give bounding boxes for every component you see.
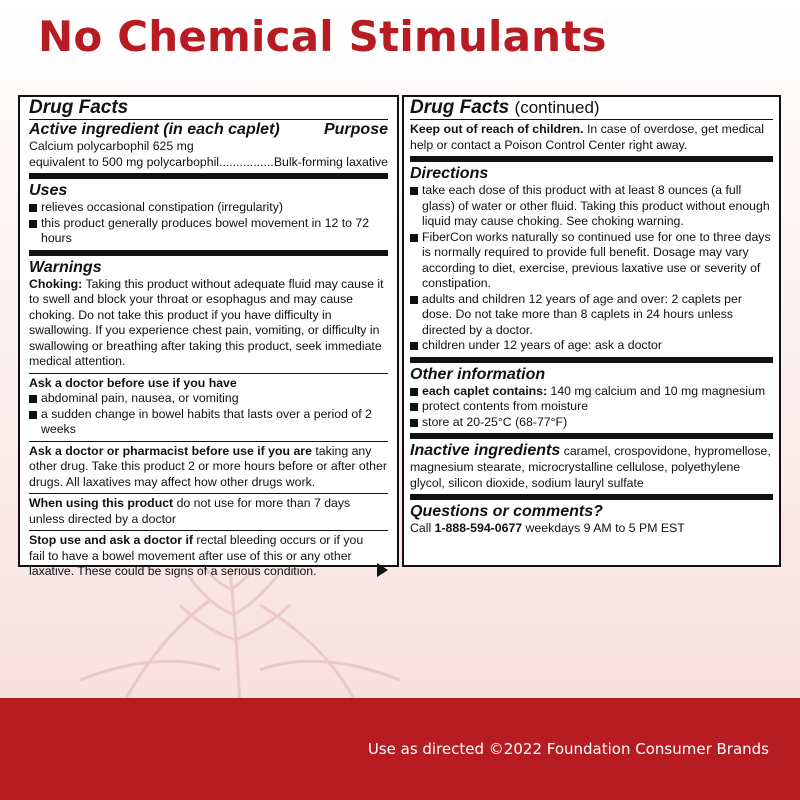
- ask-doctor-section: [29, 374, 388, 442]
- stop-use-label: Stop use and ask a doctor if: [29, 533, 193, 547]
- warnings-title: Warnings: [29, 258, 102, 276]
- drug-facts-title-section: [29, 97, 388, 120]
- inactive-ingredients-title: Inactive ingredients: [410, 442, 561, 459]
- inactive-ingredients-text: caramel, crospovidone, hypromellose, magnesium stearate, microcrystalline cellulose, polyethylene glycol, silicon dioxide, sodium lauryl sulfate: [410, 444, 771, 490]
- list-item: protect contents from moisture: [410, 399, 773, 415]
- questions-contact: [410, 521, 773, 537]
- keep-out-text: In case of overdose, get medical help or contact a Poison Control Center right away.: [410, 122, 765, 152]
- directions-list: [410, 183, 773, 354]
- list-item: children under 12 years of age: ask a doctor: [410, 338, 773, 354]
- other-information-section: [410, 363, 773, 440]
- active-ingredient-line: Calcium polycarbophil 625 mg: [29, 139, 194, 153]
- active-ingredient-equivalent: equivalent to 500 mg polycarbophil: [29, 154, 220, 169]
- uses-title: Uses: [29, 182, 68, 199]
- drug-facts-left-panel: [18, 95, 399, 578]
- active-purpose: Bulk-forming laxative: [273, 154, 388, 169]
- list-item: relieves occasional constipation (irregularity): [29, 200, 388, 216]
- footer-copyright: Use as directed ©2022 Foundation Consumer Brands: [367, 740, 769, 758]
- when-using-label: When using this product: [29, 496, 174, 510]
- continued-suffix: (continued): [514, 98, 600, 117]
- footer-band: [0, 698, 800, 800]
- page-headline: No Chemical Stimulants: [38, 12, 607, 61]
- choking-text: Taking this product without adequate fluid may cause it to swell and block your throat or esophagus and may cause choking. Do not take this product if you have difficulty in swallowing. If you experience chest pain, vomiting, or difficulty in swallowing or breathing after taking this product, seek immediate medical attention.: [29, 276, 384, 368]
- caplet-contains-text: 140 mg calcium and 10 mg magnesium: [550, 383, 766, 398]
- warnings-choking-section: [29, 256, 388, 374]
- list-item: this product generally produces bowel movement in 12 to 72 hours: [29, 216, 388, 247]
- questions-title: Questions or comments?: [410, 503, 603, 520]
- directions-title: Directions: [410, 165, 489, 182]
- questions-prefix: Call: [410, 521, 432, 535]
- list-item: a sudden change in bowel habits that lasts over a period of 2 weeks: [29, 407, 388, 438]
- list-item: [410, 384, 773, 400]
- drug-facts-title: Drug Facts: [29, 97, 129, 118]
- choking-warning: [29, 277, 388, 370]
- keep-out-section: [410, 120, 773, 162]
- list-item: store at 20-25°C (68-77°F): [410, 415, 773, 431]
- uses-section: [29, 179, 388, 256]
- drug-facts-right-panel: [402, 95, 781, 567]
- choking-label: Choking:: [29, 276, 83, 291]
- purpose-heading: Purpose: [323, 121, 388, 138]
- list-item: abdominal pain, nausea, or vomiting: [29, 391, 388, 407]
- drug-facts-continued-title-section: [410, 97, 773, 120]
- stop-use-section: [29, 531, 388, 580]
- list-item: FiberCon works naturally so continued use for one to three days is normally required to provide full benefit. Dosage may vary according to diet, exercise, previous laxative use or severity of constipation.: [410, 230, 773, 292]
- caplet-contains-label: each caplet contains:: [422, 383, 548, 398]
- ask-pharmacist-text: taking any other drug. Take this product 2 or more hours before or after other drugs. All laxatives may affect how other drugs work.: [29, 443, 387, 489]
- drug-facts-continued-title: [410, 97, 773, 119]
- active-ingredient-heading: Active ingredient (in each caplet): [29, 121, 280, 138]
- list-item: take each dose of this product with at least 8 ounces (a full glass) of water or other fluid. Taking this product without enough liquid may cause choking. See choking warning.: [410, 183, 773, 230]
- inactive-ingredients-section: [410, 439, 773, 500]
- questions-hours: weekdays 9 AM to 5 PM EST: [525, 521, 685, 535]
- uses-list: [29, 200, 388, 247]
- questions-phone: 1-888-594-0677: [434, 521, 523, 535]
- when-using-text: do not use for more than 7 days unless directed by a doctor: [29, 496, 351, 526]
- stop-use-text: rectal bleeding occurs or if you fail to have a bowel movement after use of this or any other laxative. These could be signs of a serious condition.: [29, 533, 364, 578]
- ask-doctor-label: Ask a doctor before use if you have: [29, 375, 237, 390]
- list-item: adults and children 12 years of age and over: 2 caplets per dose. Do not take more than 8 caplets in 24 hours unless directed by a doctor.: [410, 292, 773, 339]
- other-information-list: [410, 384, 773, 431]
- active-ingredient-section: [29, 120, 388, 179]
- wheat-watermark: [60, 560, 420, 710]
- when-using-section: [29, 494, 388, 531]
- continued-title-text: Drug Facts: [410, 97, 510, 118]
- ask-pharmacist-section: [29, 442, 388, 495]
- keep-out-label: Keep out of reach of children.: [410, 122, 584, 136]
- ask-doctor-list: [29, 391, 388, 438]
- active-ingredient-header: [29, 120, 388, 139]
- continued-arrow-icon: [377, 563, 388, 577]
- dot-leader: [219, 155, 274, 171]
- directions-section: [410, 162, 773, 363]
- ask-pharmacist-label: Ask a doctor or pharmacist before use if you are: [29, 443, 312, 458]
- active-ingredient-purpose-row: [29, 155, 388, 171]
- other-information-title: Other information: [410, 365, 546, 383]
- questions-section: [410, 500, 773, 537]
